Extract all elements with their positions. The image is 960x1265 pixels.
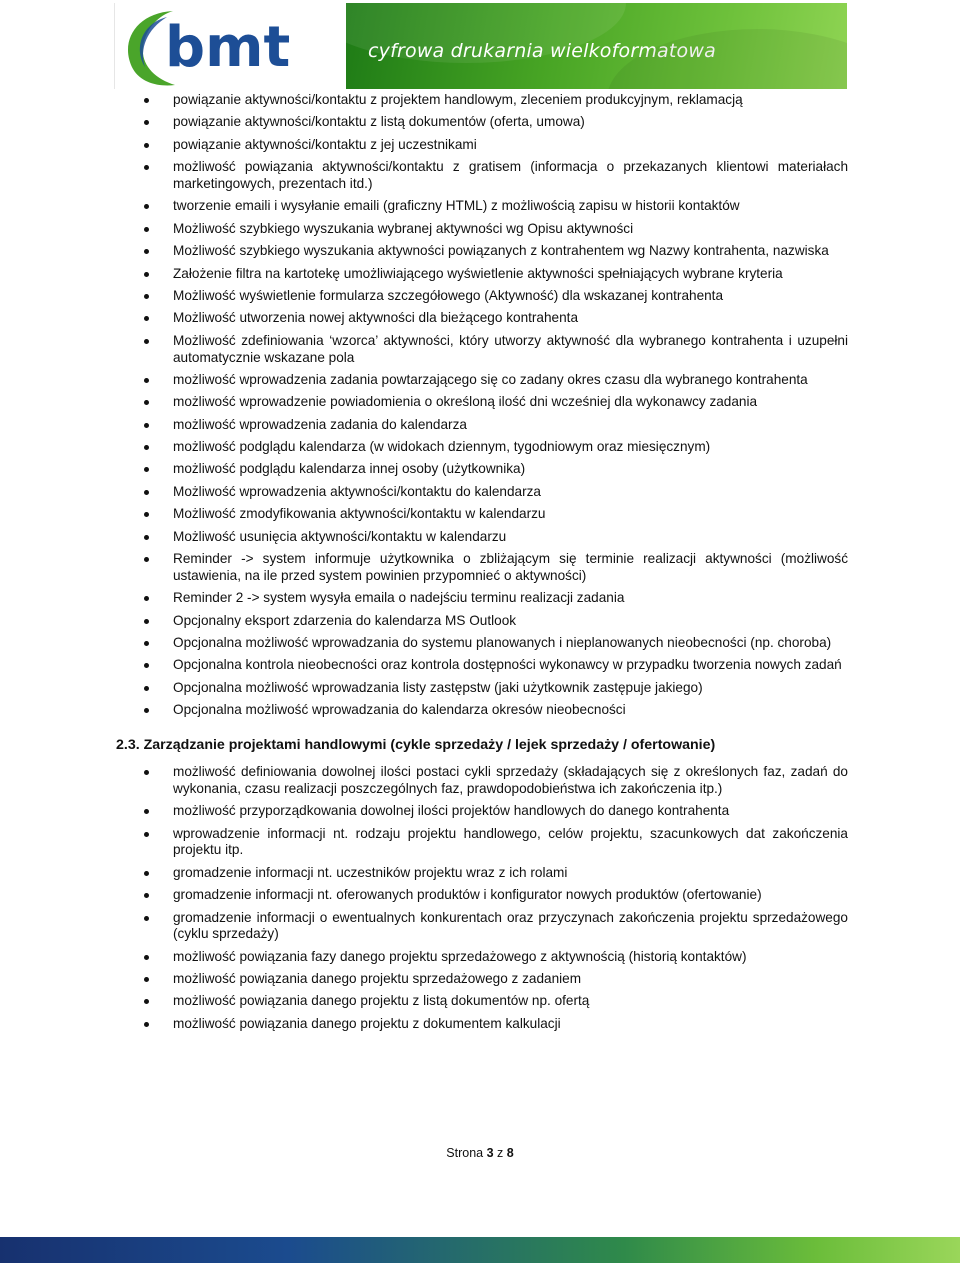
list-item: powiązanie aktywności/kontaktu z listą dokumentów (oferta, umowa) [116, 114, 848, 131]
feature-list-projects [116, 764, 848, 1033]
list-item: powiązanie aktywności/kontaktu z jej uczestnikami [116, 137, 848, 154]
list-item: Możliwość szybkiego wyszukania wybranej aktywności wg Opisu aktywności [116, 221, 848, 238]
bottom-decorative-bar [0, 1237, 960, 1263]
list-item: Możliwość wyświetlenie formularza szczegółowego (Aktywność) dla wskazanej kontrahenta [116, 288, 848, 305]
list-item: Opcjonalna kontrola nieobecności oraz kontrola dostępności wykonawcy w przypadku tworzenia nowych zadań [116, 657, 848, 674]
list-item: możliwość wprowadzenia zadania do kalendarza [116, 417, 848, 434]
list-item: gromadzenie informacji o ewentualnych konkurentach oraz przyczynach zakończenia projektu sprzedażowego (cyklu sprzedaży) [116, 910, 848, 944]
logo-text: bmt [165, 15, 291, 80]
list-item: Opcjonalna możliwość wprowadzania listy zastępstw (jaki użytkownik zastępuje jakiego) [116, 680, 848, 697]
page-header [114, 3, 847, 89]
list-item: Reminder 2 -> system wysyła emaila o nadejściu terminu realizacji zadania [116, 590, 848, 607]
list-item: Założenie filtra na kartotekę umożliwiającego wyświetlenie aktywności spełniających wybrane kryteria [116, 266, 848, 283]
list-item: możliwość przyporządkowania dowolnej ilości projektów handlowych do danego kontrahenta [116, 803, 848, 820]
bmt-logo [114, 3, 346, 89]
list-item: możliwość definiowania dowolnej ilości postaci cykli sprzedaży (składających się z określonych faz, zadań do wykonania, czasu realizacji poszczególnych faz, prawdopodobieństwa ich zakończenia itp.) [116, 764, 848, 798]
list-item: gromadzenie informacji nt. uczestników projektu wraz z ich rolami [116, 865, 848, 882]
page-footer [0, 1146, 960, 1160]
list-item: wprowadzenie informacji nt. rodzaju projektu handlowego, celów projektu, szacunkowych dat zakończenia projektu itp. [116, 826, 848, 860]
list-item: Opcjonalna możliwość wprowadzania do kalendarza okresów nieobecności [116, 702, 848, 719]
list-item: możliwość powiązania danego projektu sprzedażowego z zadaniem [116, 971, 848, 988]
list-item: Możliwość szybkiego wyszukania aktywności powiązanych z kontrahentem wg Nazwy kontrahenta, nazwiska [116, 243, 848, 260]
list-item: możliwość podglądu kalendarza (w widokach dziennym, tygodniowym oraz miesięcznym) [116, 439, 848, 456]
header-tagline: cyfrowa drukarnia wielkoformatowa [368, 40, 716, 62]
header-band [346, 3, 847, 89]
list-item: możliwość wprowadzenia zadania powtarzającego się co zadany okres czasu dla wybranego kontrahenta [116, 372, 848, 389]
footer-current-page: 3 [486, 1146, 494, 1160]
list-item: gromadzenie informacji nt. oferowanych produktów i konfigurator nowych produktów (ofertowanie) [116, 887, 848, 904]
list-item: możliwość podglądu kalendarza innej osoby (użytkownika) [116, 461, 848, 478]
feature-list-activities [116, 92, 848, 719]
list-item: Reminder -> system informuje użytkownika o zbliżającym się terminie realizacji aktywności (możliwość ustawienia, na ile przed system powinien przypomnieć o aktywności) [116, 551, 848, 585]
list-item: Opcjonalna możliwość wprowadzania do systemu planowanych i nieplanowanych nieobecności (np. choroba) [116, 635, 848, 652]
list-item: Opcjonalny eksport zdarzenia do kalendarza MS Outlook [116, 613, 848, 630]
list-item: możliwość powiązania danego projektu z listą dokumentów np. ofertą [116, 993, 848, 1010]
bmt-logo-icon [115, 3, 347, 89]
footer-prefix: Strona [446, 1146, 484, 1160]
list-item: możliwość powiązania danego projektu z dokumentem kalkulacji [116, 1016, 848, 1033]
footer-of: z [497, 1146, 504, 1160]
list-item: tworzenie emaili i wysyłanie emaili (graficzny HTML) z możliwością zapisu w historii kontaktów [116, 198, 848, 215]
section-heading: 2.3. Zarządzanie projektami handlowymi (cykle sprzedaży / lejek sprzedaży / ofertowanie) [116, 736, 716, 753]
list-item: możliwość wprowadzenie powiadomienia o określoną ilość dni wcześniej dla wykonawcy zadania [116, 394, 848, 411]
list-item: możliwość powiązania fazy danego projektu sprzedażowego z aktywnością (historią kontaktów) [116, 949, 848, 966]
list-item: Możliwość zmodyfikowania aktywności/kontaktu w kalendarzu [116, 506, 848, 523]
list-item: możliwość powiązania aktywności/kontaktu z gratisem (informacja o przekazanych klientowi materiałach marketingowych, prezentach itd.) [116, 159, 848, 193]
footer-total-pages: 8 [506, 1146, 514, 1160]
document-body [116, 92, 848, 1038]
list-item: Możliwość usunięcia aktywności/kontaktu w kalendarzu [116, 529, 848, 546]
list-item: powiązanie aktywności/kontaktu z projektem handlowym, zleceniem produkcyjnym, reklamacją [116, 92, 848, 109]
list-item: Możliwość utworzenia nowej aktywności dla bieżącego kontrahenta [116, 310, 848, 327]
list-item: Możliwość zdefiniowania ‘wzorca’ aktywności, który utworzy aktywność dla wybranego kontrahenta i uzupełni automatycznie wskazane pola [116, 333, 848, 367]
list-item: Możliwość wprowadzenia aktywności/kontaktu do kalendarza [116, 484, 848, 501]
